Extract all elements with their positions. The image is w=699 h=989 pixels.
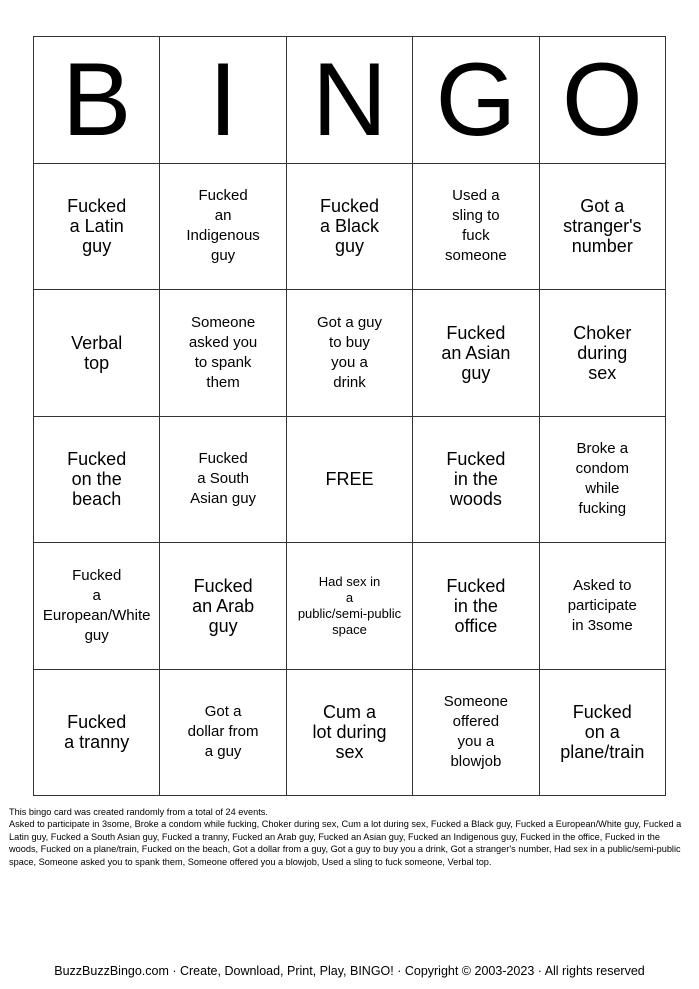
header-letter-i: I bbox=[160, 37, 286, 164]
header-letter-n: N bbox=[287, 37, 413, 164]
bingo-square: Fucked a tranny bbox=[34, 670, 160, 797]
bingo-square: Fucked an Asian guy bbox=[413, 290, 539, 417]
footnote-summary: This bingo card was created randomly from a total of 24 events. bbox=[9, 807, 268, 817]
bingo-square: Verbal top bbox=[34, 290, 160, 417]
bingo-square: Got a guy to buy you a drink bbox=[287, 290, 413, 417]
header-letter-o: O bbox=[540, 37, 666, 164]
bingo-square: Asked to participate in 3some bbox=[540, 543, 666, 670]
bingo-square: Fucked an Indigenous guy bbox=[160, 164, 286, 291]
bingo-square: Used a sling to fuck someone bbox=[413, 164, 539, 291]
site-footer: BuzzBuzzBingo.com · Create, Download, Print, Play, BINGO! · Copyright © 2003-2023 · All rights reserved bbox=[54, 964, 645, 978]
bingo-square: Got a dollar from a guy bbox=[160, 670, 286, 797]
bingo-square: Fucked in the office bbox=[413, 543, 539, 670]
header-letter-b: B bbox=[34, 37, 160, 164]
bingo-card bbox=[33, 36, 666, 796]
bingo-square: Fucked in the woods bbox=[413, 417, 539, 544]
footnote-event-list: Asked to participate in 3some, Broke a condom while fucking, Choker during sex, Cum a lot during sex, Fucked a Black guy, Fucked a European/White guy, Fucked a Latin guy, Fucked a South Asian guy, Fucked a tranny, Fucked an Arab guy, Fucked an Asian guy, Fucked an Indigenous guy, Fucked in the office, Fucked in the woods, Fucked on a plane/train, Fucked on the beach, Got a dollar from a guy, Got a guy to buy you a drink, Got a stranger's number, Had sex in a public/semi-public space, Someone asked you to spank them, Someone offered you a blowjob, Used a sling to fuck someone, Verbal top. bbox=[9, 819, 682, 867]
bingo-square: Got a stranger's number bbox=[540, 164, 666, 291]
bingo-square: Had sex in a public/semi-public space bbox=[287, 543, 413, 670]
bingo-square: Cum a lot during sex bbox=[287, 670, 413, 797]
card-footnote bbox=[9, 806, 687, 868]
free-space: FREE bbox=[287, 417, 413, 544]
bingo-square: Someone offered you a blowjob bbox=[413, 670, 539, 797]
bingo-square: Fucked a South Asian guy bbox=[160, 417, 286, 544]
bingo-square: Fucked on the beach bbox=[34, 417, 160, 544]
bingo-square: Fucked a European/White guy bbox=[34, 543, 160, 670]
header-letter-g: G bbox=[413, 37, 539, 164]
bingo-square: Broke a condom while fucking bbox=[540, 417, 666, 544]
bingo-square: Choker during sex bbox=[540, 290, 666, 417]
bingo-square: Fucked a Black guy bbox=[287, 164, 413, 291]
bingo-square: Fucked on a plane/train bbox=[540, 670, 666, 797]
bingo-square: Someone asked you to spank them bbox=[160, 290, 286, 417]
bingo-square: Fucked an Arab guy bbox=[160, 543, 286, 670]
bingo-square: Fucked a Latin guy bbox=[34, 164, 160, 291]
